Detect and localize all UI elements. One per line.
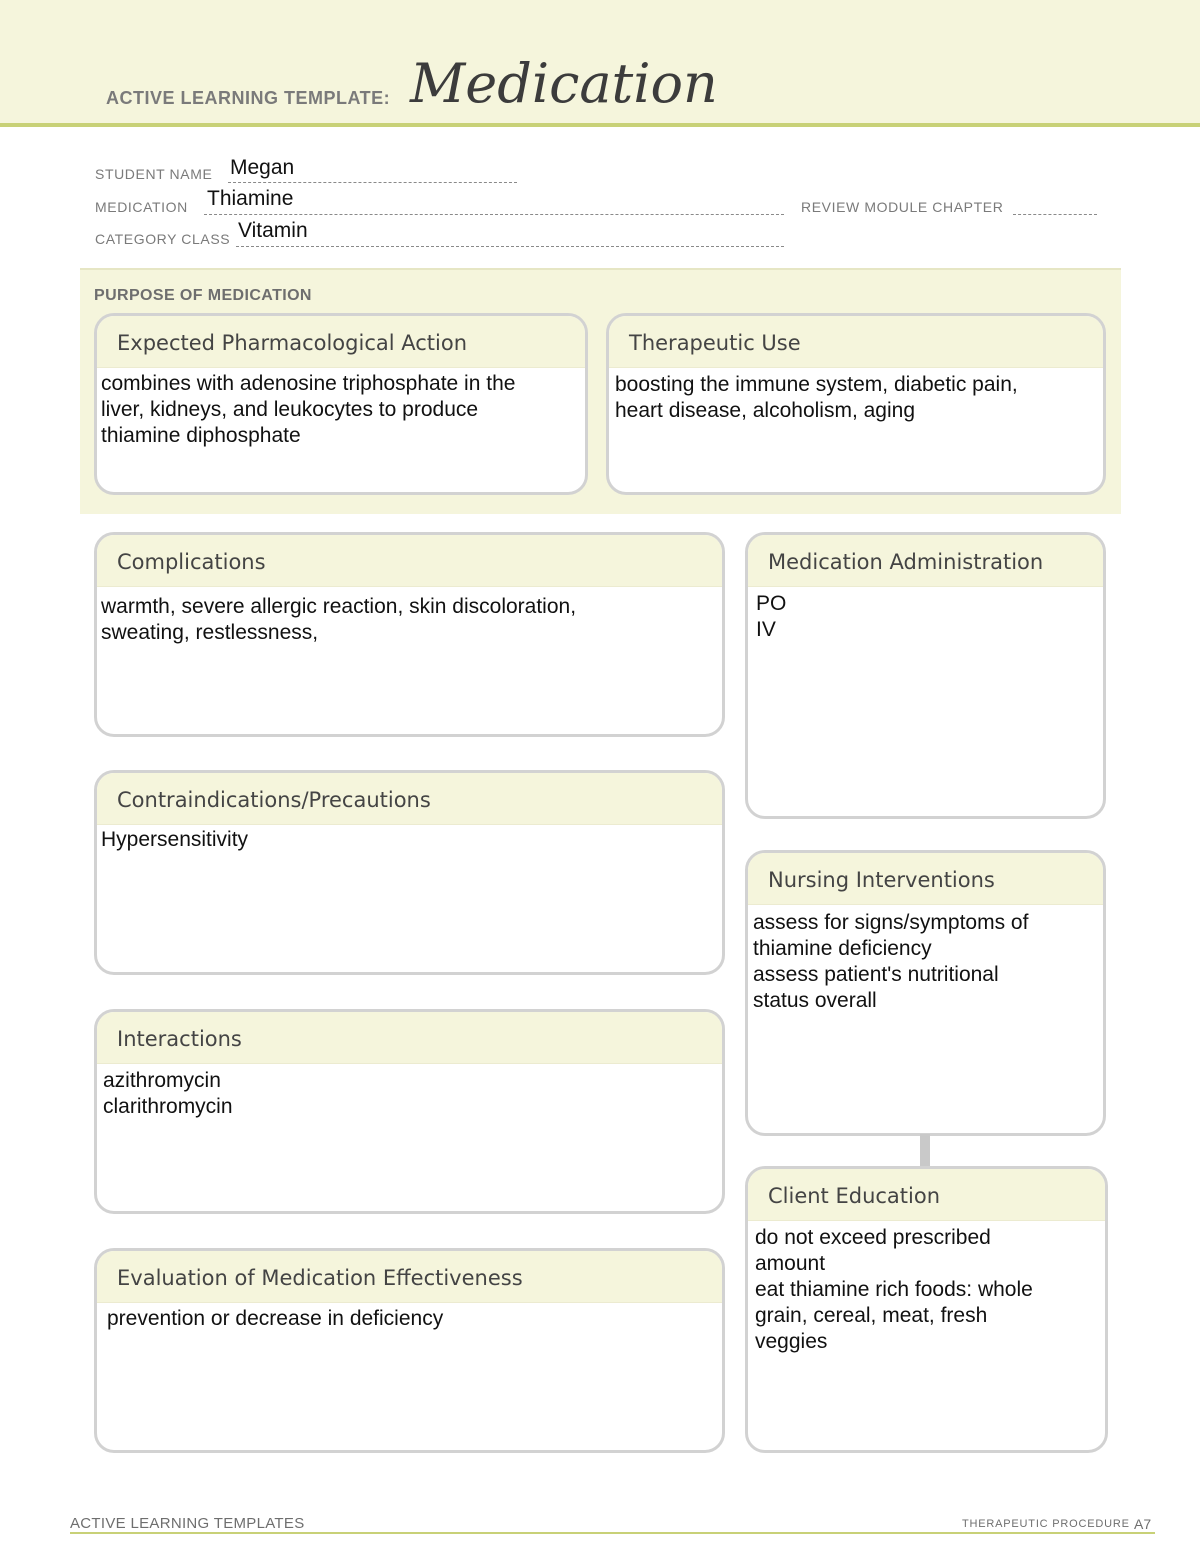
contraindications-box: [94, 770, 725, 975]
client-education-title: Client Education: [748, 1169, 1105, 1221]
text-line: IV: [756, 618, 776, 641]
nursing-interventions-title: Nursing Interventions: [748, 853, 1103, 905]
interactions-title: Interactions: [97, 1012, 722, 1064]
text-line: eat thiamine rich foods: whole: [755, 1278, 1033, 1301]
text-line: assess for signs/symptoms of: [753, 911, 1029, 934]
page-title: Medication: [410, 52, 718, 115]
medication-value[interactable]: Thiamine: [207, 187, 294, 210]
student-name-label: STUDENT NAME: [95, 166, 213, 182]
student-name-line: [228, 182, 517, 183]
text-line: clarithromycin: [103, 1095, 233, 1118]
text-line: PO: [756, 592, 787, 615]
review-module-label: REVIEW MODULE CHAPTER: [801, 199, 1004, 215]
evaluation-box: [94, 1248, 725, 1453]
expected-action-title: Expected Pharmacological Action: [97, 316, 585, 368]
evaluation-body[interactable]: [97, 1303, 722, 1332]
complications-box: [94, 532, 725, 737]
expected-action-body[interactable]: [97, 368, 585, 449]
text-line: prevention or decrease in deficiency: [107, 1307, 444, 1330]
text-line: Hypersensitivity: [101, 828, 249, 851]
interactions-body[interactable]: [97, 1064, 722, 1120]
template-label: ACTIVE LEARNING TEMPLATE:: [106, 88, 391, 108]
text-line: thiamine diphosphate: [101, 424, 301, 447]
contraindications-body[interactable]: [97, 825, 722, 853]
client-education-box: [745, 1166, 1108, 1453]
text-line: thiamine deficiency: [753, 937, 932, 960]
student-name-value[interactable]: Megan: [230, 156, 295, 179]
interactions-box: [94, 1009, 725, 1214]
text-line: liver, kidneys, and leukocytes to produce: [101, 398, 479, 421]
text-line: amount: [755, 1252, 826, 1275]
medication-administration-title: Medication Administration: [748, 535, 1103, 587]
footer-left-label: ACTIVE LEARNING TEMPLATES: [70, 1515, 305, 1532]
therapeutic-use-box: [606, 313, 1106, 495]
nursing-interventions-box: [745, 850, 1106, 1136]
therapeutic-use-title: Therapeutic Use: [609, 316, 1103, 368]
text-line: heart disease, alcoholism, aging: [615, 399, 916, 422]
client-education-body[interactable]: [748, 1221, 1105, 1355]
text-line: veggies: [755, 1330, 828, 1353]
text-line: do not exceed prescribed: [755, 1226, 991, 1249]
nursing-interventions-body[interactable]: [748, 905, 1103, 1014]
complications-body[interactable]: [97, 587, 722, 646]
text-line: azithromycin: [103, 1069, 221, 1092]
medication-administration-body[interactable]: [748, 587, 1103, 643]
footer-rule: [70, 1532, 1155, 1534]
expected-action-box: [94, 313, 588, 495]
medication-administration-box: [745, 532, 1106, 819]
medication-label: MEDICATION: [95, 199, 188, 215]
therapeutic-use-body[interactable]: [609, 368, 1103, 424]
text-line: sweating, restlessness,: [101, 621, 319, 644]
purpose-label: PURPOSE OF MEDICATION: [94, 287, 312, 304]
text-line: grain, cereal, meat, fresh: [755, 1304, 988, 1327]
category-class-line: [236, 246, 784, 247]
page-number: A7: [1134, 1516, 1152, 1532]
review-module-line: [1013, 214, 1097, 215]
evaluation-title: Evaluation of Medication Effectiveness: [97, 1251, 722, 1303]
footer-right-label: THERAPEUTIC PROCEDURE: [962, 1518, 1130, 1530]
text-line: combines with adenosine triphosphate in the: [101, 372, 516, 395]
text-line: warmth, severe allergic reaction, skin discoloration,: [101, 595, 577, 618]
box-connector: [920, 1134, 930, 1168]
contraindications-title: Contraindications/Precautions: [97, 773, 722, 825]
complications-title: Complications: [97, 535, 722, 587]
category-class-value[interactable]: Vitamin: [238, 219, 308, 242]
text-line: assess patient's nutritional: [753, 963, 999, 986]
text-line: boosting the immune system, diabetic pain,: [615, 373, 1018, 396]
text-line: status overall: [753, 989, 877, 1012]
category-class-label: CATEGORY CLASS: [95, 231, 231, 247]
medication-line: [204, 214, 784, 215]
